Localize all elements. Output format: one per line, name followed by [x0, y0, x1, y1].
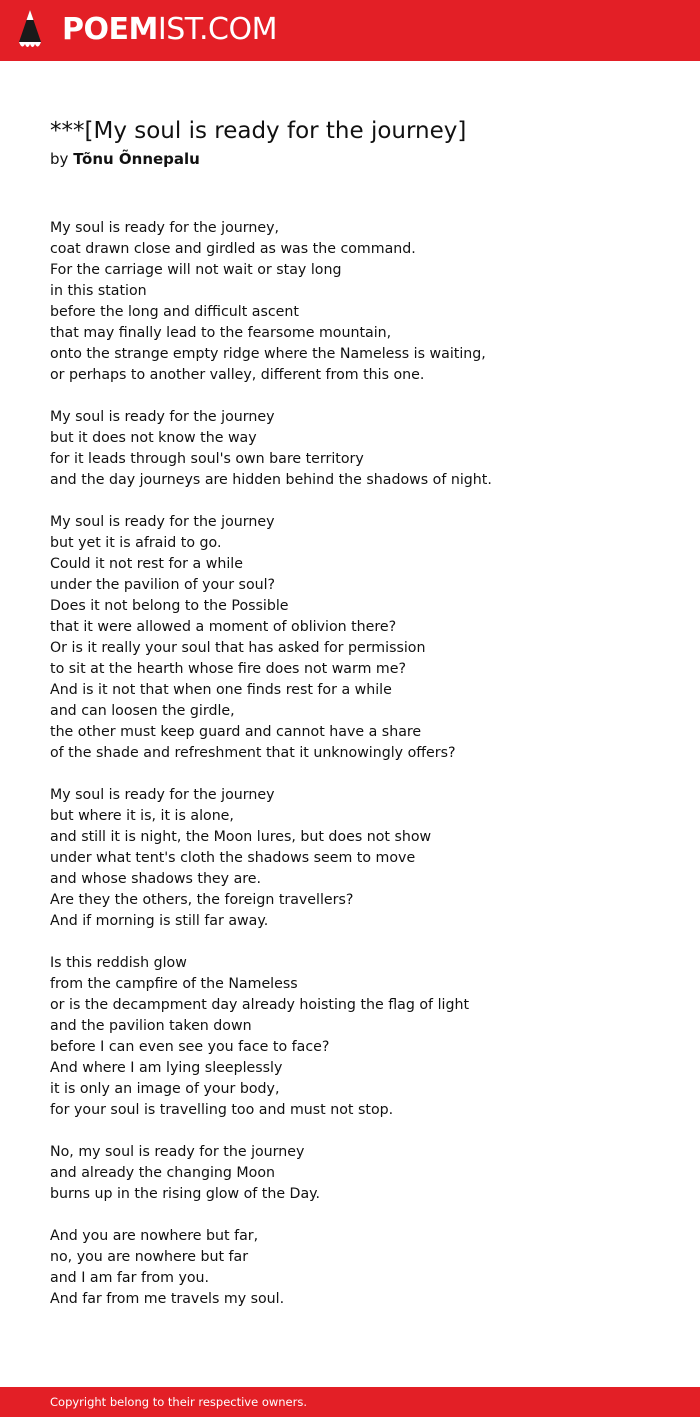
poem-line: and I am far from you.: [50, 1270, 210, 1286]
byline: [50, 148, 200, 170]
poem-line: And you are nowhere but far,: [50, 1228, 259, 1244]
poem-line: My soul is ready for the journey: [50, 787, 275, 803]
poem-line: My soul is ready for the journey,: [50, 220, 279, 236]
copyright-text: Copyright belong to their respective owners.: [50, 1395, 308, 1409]
poem-line: My soul is ready for the journey: [50, 514, 275, 530]
poem-line: Is this reddish glow: [50, 955, 187, 971]
poem-stanza: [50, 512, 670, 764]
poem-line: but yet it is afraid to go.: [50, 535, 222, 551]
pencil-logo-icon[interactable]: [18, 9, 42, 51]
poem-line: before I can even see you face to face?: [50, 1039, 330, 1055]
poem-stanza: [50, 218, 670, 386]
site-logo[interactable]: [62, 12, 277, 48]
logo-bold-text: POEM: [62, 12, 158, 47]
poem-line: and the day journeys are hidden behind the shadows of night.: [50, 472, 492, 488]
poem-line: from the campfire of the Nameless: [50, 976, 298, 992]
poem-line: Does it not belong to the Possible: [50, 598, 289, 614]
poem-stanza: [50, 785, 670, 932]
poem-stanza: [50, 1142, 670, 1205]
poem-line: And far from me travels my soul.: [50, 1291, 285, 1307]
poem-line: that it were allowed a moment of oblivion there?: [50, 619, 397, 635]
poem-body: [50, 218, 670, 1331]
poem-line: no, you are nowhere but far: [50, 1249, 249, 1265]
poem-line: for your soul is travelling too and must not stop.: [50, 1102, 394, 1118]
poem-line: under what tent's cloth the shadows seem to move: [50, 850, 416, 866]
poem-line: for it leads through soul's own bare territory: [50, 451, 364, 467]
poem-line: the other must keep guard and cannot have a share: [50, 724, 422, 740]
poem-title: ***[My soul is ready for the journey]: [50, 118, 467, 144]
poem-line: of the shade and refreshment that it unknowingly offers?: [50, 745, 456, 761]
poem-line: and the pavilion taken down: [50, 1018, 252, 1034]
poem-line: or perhaps to another valley, different from this one.: [50, 367, 425, 383]
poem-line: and can loosen the girdle,: [50, 703, 235, 719]
poem-line: No, my soul is ready for the journey: [50, 1144, 305, 1160]
poem-line: And if morning is still far away.: [50, 913, 269, 929]
poem-line: but it does not know the way: [50, 430, 257, 446]
site-footer: [0, 1387, 700, 1417]
poem-line: and already the changing Moon: [50, 1165, 276, 1181]
poem-line: burns up in the rising glow of the Day.: [50, 1186, 321, 1202]
poem-line: that may finally lead to the fearsome mountain,: [50, 325, 392, 341]
poem-line: and still it is night, the Moon lures, but does not show: [50, 829, 432, 845]
poem-line: For the carriage will not wait or stay long: [50, 262, 342, 278]
poem-line: onto the strange empty ridge where the Nameless is waiting,: [50, 346, 486, 362]
poem-stanza: [50, 953, 670, 1121]
poem-line: before the long and difficult ascent: [50, 304, 299, 320]
poem-line: Are they the others, the foreign travellers?: [50, 892, 354, 908]
poem-line: but where it is, it is alone,: [50, 808, 234, 824]
poem-line: And where I am lying sleeplessly: [50, 1060, 283, 1076]
poem-line: under the pavilion of your soul?: [50, 577, 276, 593]
poem-line: And is it not that when one finds rest for a while: [50, 682, 392, 698]
logo-light-text: IST.COM: [157, 12, 277, 47]
poem-line: in this station: [50, 283, 147, 299]
poem-line: My soul is ready for the journey: [50, 409, 275, 425]
poem-stanza: [50, 407, 670, 491]
author-name[interactable]: Tõnu Õnnepalu: [73, 150, 200, 168]
poem-line: to sit at the hearth whose fire does not warm me?: [50, 661, 406, 677]
poem-line: and whose shadows they are.: [50, 871, 262, 887]
poem-line: Or is it really your soul that has asked for permission: [50, 640, 426, 656]
poem-line: it is only an image of your body,: [50, 1081, 280, 1097]
poem-stanza: [50, 1226, 670, 1310]
poem-line: or is the decampment day already hoisting the flag of light: [50, 997, 470, 1013]
poem-line: coat drawn close and girdled as was the command.: [50, 241, 416, 257]
byline-prefix: by: [50, 150, 69, 168]
site-header: [0, 0, 700, 61]
poem-line: Could it not rest for a while: [50, 556, 243, 572]
